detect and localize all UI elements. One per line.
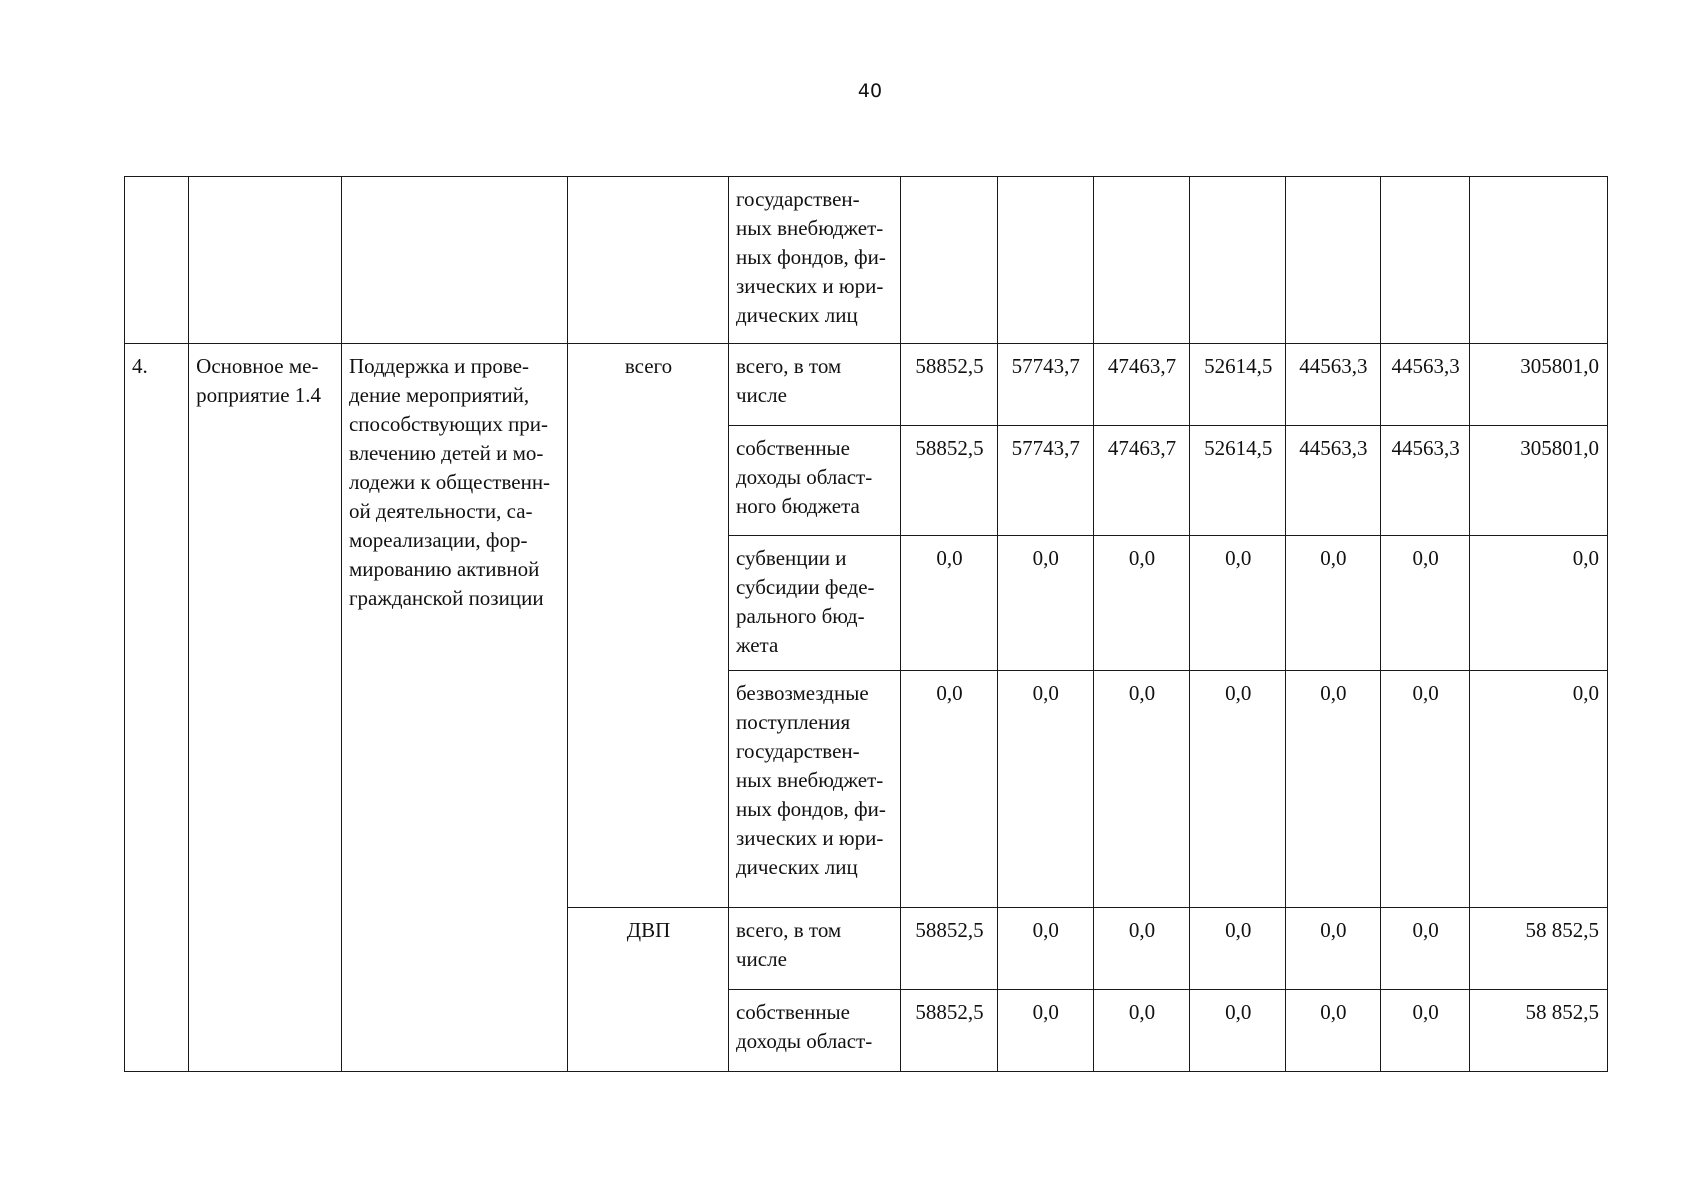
- value-cell-empty: [1380, 177, 1470, 344]
- total-cell: 0,0: [1470, 536, 1608, 671]
- value-cell: 0,0: [1286, 908, 1381, 990]
- table-row: [125, 344, 1608, 426]
- value-cell: 47463,7: [1093, 426, 1190, 536]
- value-cell: 58852,5: [901, 908, 998, 990]
- value-cell: 0,0: [1093, 536, 1190, 671]
- value-cell: 0,0: [997, 990, 1093, 1072]
- value-cell-empty: [997, 177, 1093, 344]
- value-cell: 0,0: [997, 536, 1093, 671]
- value-cell: 0,0: [1093, 908, 1190, 990]
- value-cell: 0,0: [1190, 536, 1286, 671]
- value-cell-empty: [1286, 177, 1381, 344]
- value-cell: 44563,3: [1380, 426, 1470, 536]
- value-cell: 0,0: [1190, 990, 1286, 1072]
- source-cell: всего, в том числе: [728, 344, 900, 426]
- value-cell: 0,0: [1380, 536, 1470, 671]
- value-cell: 0,0: [1093, 990, 1190, 1072]
- value-cell: 0,0: [1286, 990, 1381, 1072]
- value-cell: 44563,3: [1380, 344, 1470, 426]
- source-cell: собственные доходы област-: [728, 990, 900, 1072]
- period-cell-empty: [568, 177, 729, 344]
- source-cell: безвозмездные поступления государствен- ных внебюджет- ных фондов, фи- зических и юри- дических лиц: [728, 671, 900, 908]
- total-cell: 305801,0: [1470, 426, 1608, 536]
- source-cell: всего, в том числе: [728, 908, 900, 990]
- total-cell: 0,0: [1470, 671, 1608, 908]
- value-cell: 0,0: [1286, 671, 1381, 908]
- value-cell: 0,0: [997, 671, 1093, 908]
- value-cell: 0,0: [1380, 908, 1470, 990]
- continuation-row: [125, 177, 1608, 344]
- row-number: 4.: [125, 344, 189, 1072]
- source-cell: [728, 177, 900, 344]
- value-cell: 57743,7: [997, 344, 1093, 426]
- value-cell: 58852,5: [901, 426, 998, 536]
- value-cell: 52614,5: [1190, 344, 1286, 426]
- value-cell: 0,0: [901, 671, 998, 908]
- source-cell: субвенции и субсидии феде- рального бюд- жета: [728, 536, 900, 671]
- total-cell: 58 852,5: [1470, 908, 1608, 990]
- value-cell-empty: [901, 177, 998, 344]
- total-cell: 58 852,5: [1470, 990, 1608, 1072]
- source-cell: собственные доходы област- ного бюджета: [728, 426, 900, 536]
- value-cell-empty: [1093, 177, 1190, 344]
- event-name: Основное ме- роприятие 1.4: [189, 344, 342, 1072]
- value-cell: 0,0: [1380, 671, 1470, 908]
- group-label: ДВП: [568, 908, 729, 1072]
- page-number: 40: [857, 80, 883, 102]
- event-cell-empty: [189, 177, 342, 344]
- value-cell-empty: [1190, 177, 1286, 344]
- group-label: всего: [568, 344, 729, 908]
- value-cell: 0,0: [1286, 536, 1381, 671]
- value-cell: 44563,3: [1286, 426, 1381, 536]
- value-cell: 0,0: [1190, 671, 1286, 908]
- value-cell: 57743,7: [997, 426, 1093, 536]
- value-cell: 47463,7: [1093, 344, 1190, 426]
- total-cell: 305801,0: [1470, 344, 1608, 426]
- value-cell: 58852,5: [901, 344, 998, 426]
- value-cell: 0,0: [1190, 908, 1286, 990]
- event-description: Поддержка и прове- дение мероприятий, способствующих при- влечению детей и мо- лодежи к общественн- ой деятельности, са- мореализации, фор- мированию активной гражданской позиции: [341, 344, 567, 1072]
- value-cell-empty: [1470, 177, 1608, 344]
- number-cell-empty: [125, 177, 189, 344]
- value-cell: 52614,5: [1190, 426, 1286, 536]
- value-cell: 0,0: [997, 908, 1093, 990]
- value-cell: 58852,5: [901, 990, 998, 1072]
- budget-table: [124, 176, 1608, 1072]
- value-cell: 0,0: [901, 536, 998, 671]
- source-text: государствен- ных внебюджет- ных фондов, фи- зических и юри- дических лиц: [735, 187, 886, 327]
- value-cell: 0,0: [1380, 990, 1470, 1072]
- value-cell: 0,0: [1093, 671, 1190, 908]
- description-cell-empty: [341, 177, 567, 344]
- value-cell: 44563,3: [1286, 344, 1381, 426]
